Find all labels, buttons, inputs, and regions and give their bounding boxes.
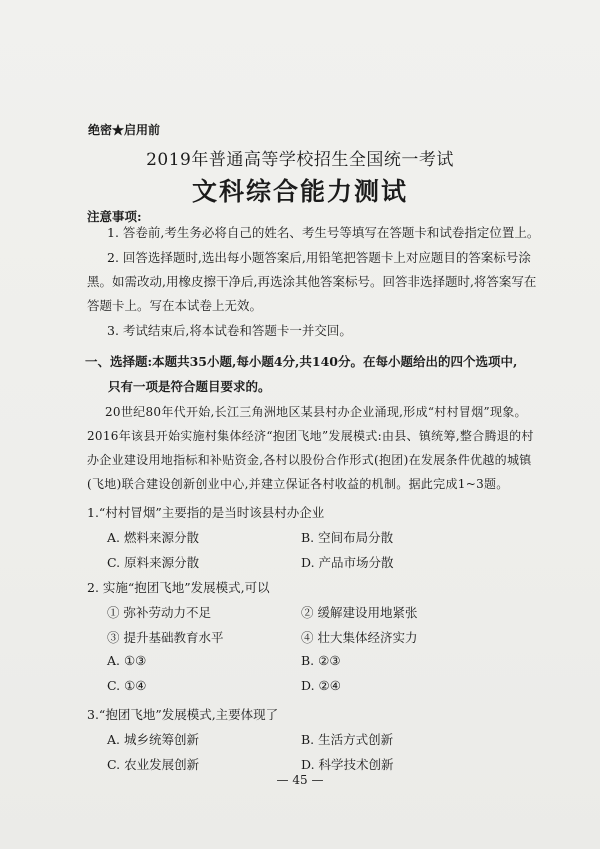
passage-line-4: (飞地)联合建设创新创业中心,并建立保证各村收益的机制。据此完成1~3题。 [87, 477, 509, 491]
section-heading-line-2: 只有一项是符合题目要求的。 [108, 379, 271, 394]
q2-item-3: ③ 提升基础教育水平 [107, 630, 224, 645]
q2-option-c: C. ①④ [107, 678, 147, 693]
q1-option-d: D. 产品市场分散 [301, 555, 394, 570]
notice-item-2-line-2: 黑。如需改动,用橡皮擦干净后,再选涂其他答案标号。回答非选择题时,将答案写在 [87, 274, 537, 289]
q2-option-d: D. ②④ [301, 678, 341, 693]
q1-option-a: A. 燃料来源分散 [107, 530, 199, 545]
exam-subtitle: 文科综合能力测试 [191, 177, 408, 206]
section-heading-line-1: 一、选择题:本题共35小题,每小题4分,共140分。在每小题给出的四个选项中, [85, 354, 518, 369]
q2-item-1: ① 弥补劳动力不足 [107, 605, 211, 620]
passage-line-1: 20世纪80年代开始,长江三角洲地区某县村办企业涌现,形成“村村冒烟”现象。 [105, 405, 527, 419]
q1-option-c: C. 原料来源分散 [107, 555, 200, 570]
notice-heading: 注意事项: [87, 209, 142, 224]
passage-line-3: 办企业建设用地指标和补贴资金,各村以股份合作形式(抱团)在发展条件优越的城镇 [87, 453, 532, 467]
q2-item-4: ④ 壮大集体经济实力 [301, 630, 418, 645]
q3-option-b: B. 生活方式创新 [301, 732, 394, 747]
q2-item-2: ② 缓解建设用地紧张 [301, 605, 418, 620]
q2-stem: 2. 实施“抱团飞地”发展模式,可以 [87, 580, 270, 595]
page-number: — 45 — [276, 773, 324, 787]
q3-stem: 3.“抱团飞地”发展模式,主要体现了 [87, 707, 279, 722]
secret-label: 绝密★启用前 [88, 123, 161, 137]
notice-item-1: 1. 答卷前,考生务必将自己的姓名、考生号等填写在答题卡和试卷指定位置上。 [107, 225, 540, 240]
q3-option-a: A. 城乡统筹创新 [107, 732, 199, 747]
notice-item-3: 3. 考试结束后,将本试卷和答题卡一并交回。 [107, 323, 352, 338]
passage-line-2: 2016年该县开始实施村集体经济“抱团飞地”发展模式:由县、镇统筹,整合腾退的村 [87, 429, 534, 443]
exam-title: 2019年普通高等学校招生全国统一考试 [146, 150, 454, 170]
q1-option-b: B. 空间布局分散 [301, 530, 394, 545]
q2-option-b: B. ②③ [301, 653, 341, 668]
notice-item-2-line-1: 2. 回答选择题时,选出每小题答案后,用铅笔把答题卡上对应题目的答案标号涂 [107, 250, 531, 265]
q3-option-d: D. 科学技术创新 [301, 757, 394, 772]
q2-option-a: A. ①③ [107, 653, 147, 668]
q1-stem: 1.“村村冒烟”主要指的是当时该县村办企业 [87, 505, 325, 520]
notice-item-2-line-3: 答题卡上。写在本试卷上无效。 [87, 298, 263, 313]
q3-option-c: C. 农业发展创新 [107, 757, 200, 772]
